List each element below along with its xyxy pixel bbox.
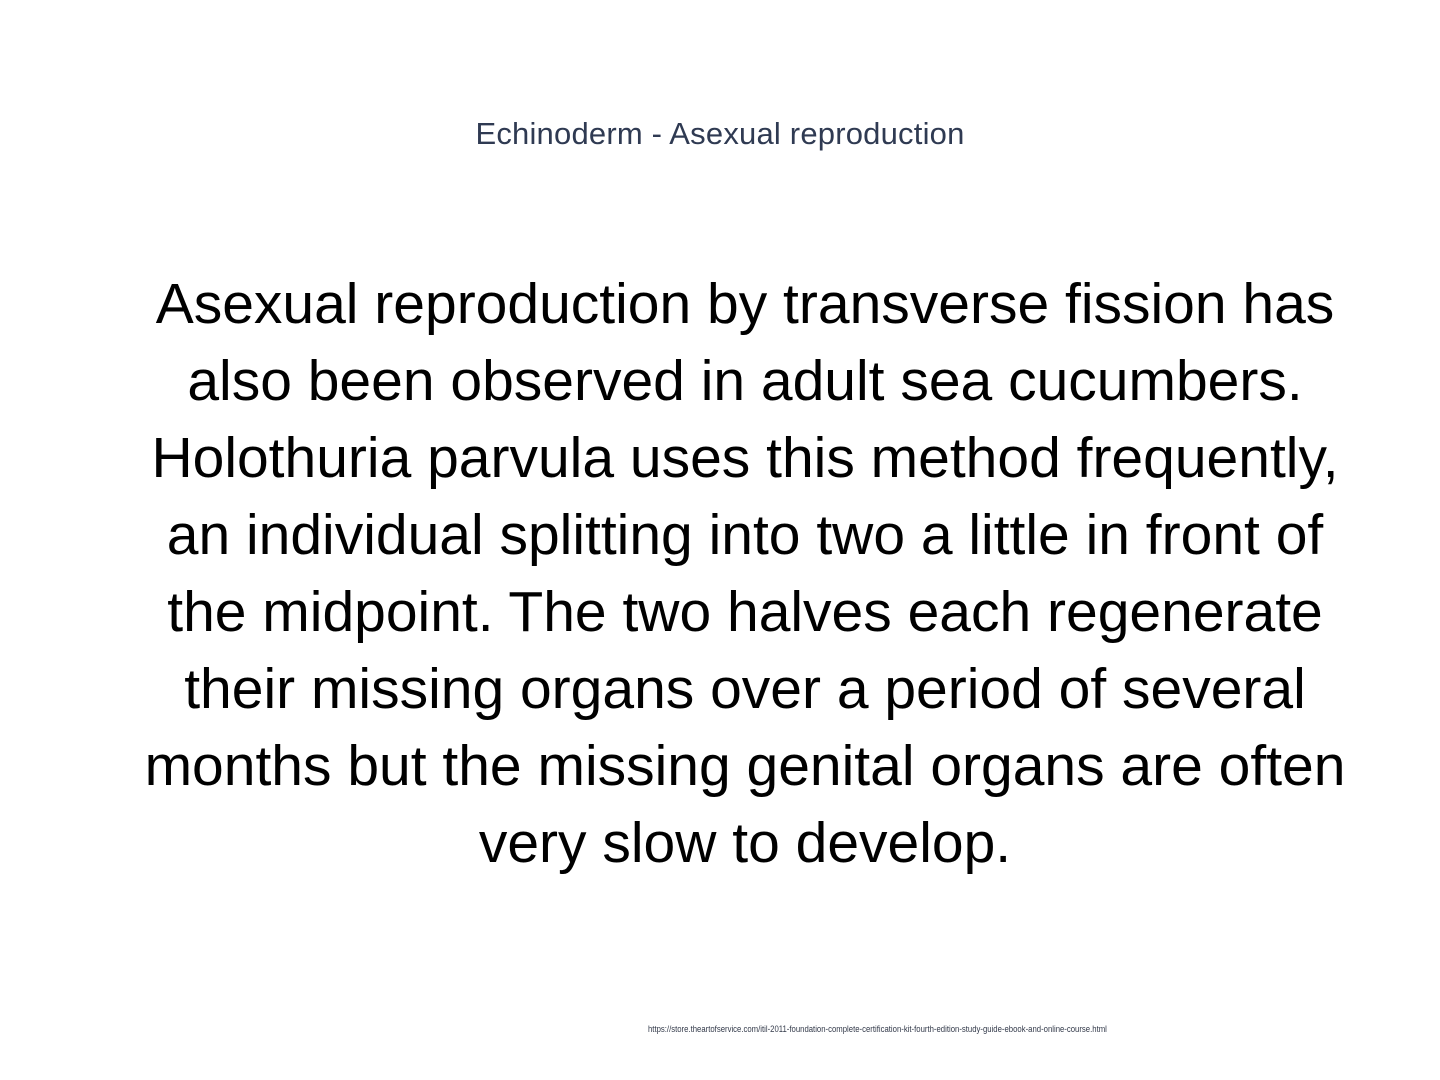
slide-body-text: Asexual reproduction by transverse fission has also been observed in adult sea cucumbers. Holothuria parvula uses this method frequently, an individual splitting into two a little in front of the midpoint. The two halves each regenerate their missing organs over a period of several months but the missing genital organs are often very slow to develop. <box>144 272 1346 875</box>
source-url-link[interactable]: https://store.theartofservice.com/itil-2011-foundation-complete-certification-kit-fourth-edition-study-guide-ebook-and-online-course.html <box>648 1024 1107 1034</box>
slide-title: Echinoderm - Asexual reproduction <box>475 116 965 151</box>
